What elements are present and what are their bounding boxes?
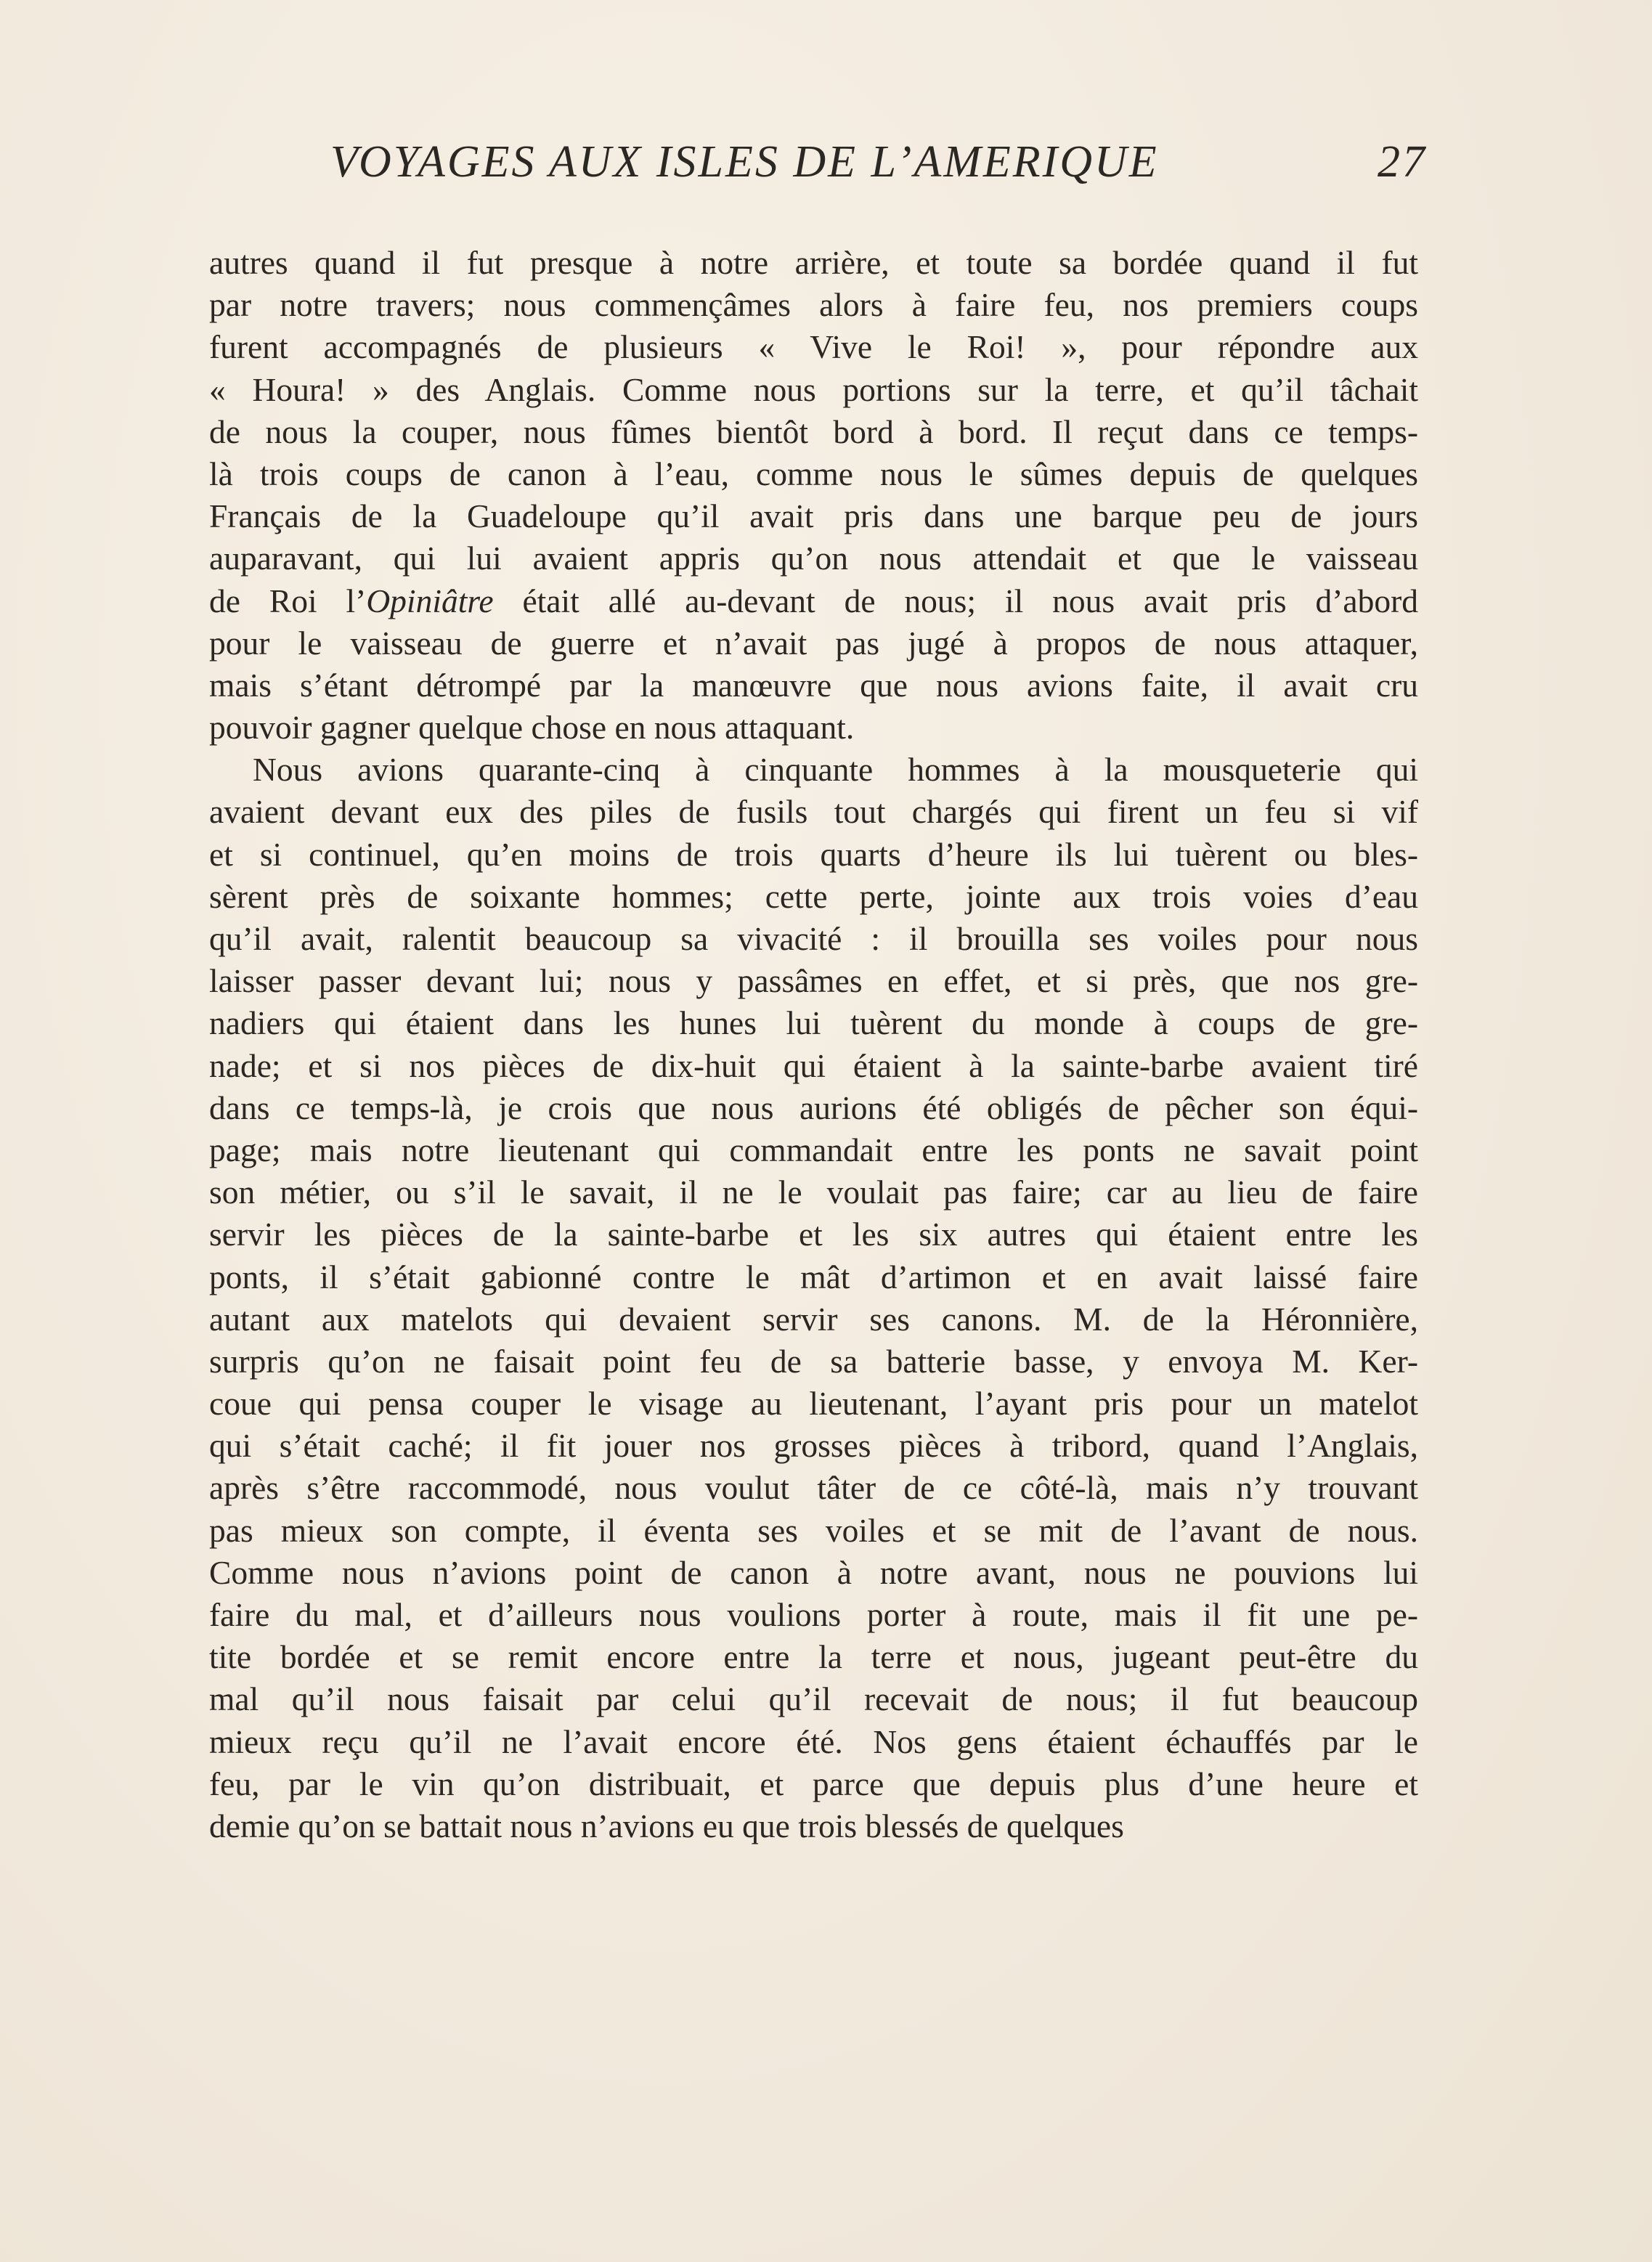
running-head	[330, 137, 1427, 195]
text-line: autres quand il fut presque à notre arrière, et toute sa bordée quand il fut	[209, 244, 1418, 281]
text-line: furent accompagnés de plusieurs « Vive le Roi! », pour répondre aux	[209, 328, 1418, 366]
text-line: tite bordée et se remit encore entre la terre et nous, jugeant peut-être du	[209, 1638, 1418, 1676]
text-line: avaient devant eux des piles de fusils tout chargés qui firent un feu si vif	[209, 793, 1418, 831]
text-line: dans ce temps-là, je crois que nous aurions été obligés de pêcher son équi-	[209, 1089, 1418, 1126]
text-line: coue qui pensa couper le visage au lieutenant, l’ayant pris pour un matelot	[209, 1385, 1418, 1423]
text-line: pas mieux son compte, il éventa ses voiles et se mit de l’avant de nous.	[209, 1511, 1418, 1549]
text-line: faire du mal, et d’ailleurs nous voulions porter à route, mais il fit une pe-	[209, 1596, 1418, 1633]
text-line: qu’il avait, ralentit beaucoup sa vivacité : il brouilla ses voiles pour nous	[209, 920, 1418, 957]
text-line: là trois coups de canon à l’eau, comme nous le sûmes depuis de quelques	[209, 455, 1418, 492]
text-line: Nous avions quarante-cinq à cinquante hommes à la mousqueterie qui	[253, 751, 1418, 789]
text-line: « Houra! » des Anglais. Comme nous portions sur la terre, et qu’il tâchait	[209, 370, 1418, 408]
text-line: mieux reçu qu’il ne l’avait encore été. Nos gens étaient échauffés par le	[209, 1722, 1418, 1760]
page-number: 27	[1378, 137, 1427, 187]
text-line: nadiers qui étaient dans les hunes lui tuèrent du monde à coups de gre-	[209, 1004, 1418, 1042]
text-line: feu, par le vin qu’on distribuait, et parce que depuis plus d’une heure et	[209, 1765, 1418, 1802]
text-line: sèrent près de soixante hommes; cette perte, jointe aux trois voies d’eau	[209, 877, 1418, 915]
text-line: qui s’était caché; il fit jouer nos grosses pièces à tribord, quand l’Anglais,	[209, 1427, 1418, 1465]
text-line: après s’être raccommodé, nous voulut tâter de ce côté-là, mais n’y trouvant	[209, 1469, 1418, 1507]
text-line: Français de la Guadeloupe qu’il avait pris dans une barque peu de jours	[209, 497, 1418, 535]
text-line: demie qu’on se battait nous n’avions eu que trois blessés de quelques	[209, 1807, 1124, 1844]
text-line: ponts, il s’était gabionné contre le mât d’artimon et en avait laissé faire	[209, 1258, 1418, 1295]
text-line: mais s’étant détrompé par la manœuvre que nous avions faite, il avait cru	[209, 666, 1418, 704]
text-line: par notre travers; nous commençâmes alors à faire feu, nos premiers coups	[209, 286, 1418, 324]
text-line: autant aux matelots qui devaient servir ses canons. M. de la Héronnière,	[209, 1300, 1418, 1338]
text-line: mal qu’il nous faisait par celui qu’il recevait de nous; il fut beaucoup	[209, 1680, 1418, 1718]
text-line: de Roi l’Opiniâtre était allé au-devant de nous; il nous avait pris d’abord	[209, 582, 1418, 619]
text-line: auparavant, qui lui avaient appris qu’on nous attendait et que le vaisseau	[209, 540, 1418, 577]
text-line: son métier, ou s’il le savait, il ne le voulait pas faire; car au lieu de faire	[209, 1173, 1418, 1211]
running-head-title: VOYAGES AUX ISLES DE L’AMERIQUE	[330, 137, 1159, 187]
text-line: page; mais notre lieutenant qui commandait entre les ponts ne savait point	[209, 1131, 1418, 1168]
text-line: de nous la couper, nous fûmes bientôt bord à bord. Il reçut dans ce temps-	[209, 412, 1418, 450]
text-line: laisser passer devant lui; nous y passâmes en effet, et si près, que nos gre-	[209, 962, 1418, 1000]
text-line: nade; et si nos pièces de dix-huit qui étaient à la sainte-barbe avaient tiré	[209, 1046, 1418, 1084]
text-line: pouvoir gagner quelque chose en nous attaquant.	[209, 709, 855, 746]
text-line: servir les pièces de la sainte-barbe et les six autres qui étaient entre les	[209, 1216, 1418, 1253]
paragraph	[209, 242, 1418, 749]
text-line: pour le vaisseau de guerre et n’avait pas jugé à propos de nous attaquer,	[209, 624, 1418, 662]
text-line: et si continuel, qu’en moins de trois quarts d’heure ils lui tuèrent ou bles-	[209, 835, 1418, 873]
text-line: Comme nous n’avions point de canon à notre avant, nous ne pouvions lui	[209, 1553, 1418, 1591]
paragraph	[209, 749, 1418, 1847]
body-text	[209, 242, 1418, 1847]
text-line: surpris qu’on ne faisait point feu de sa batterie basse, y envoya M. Ker-	[209, 1342, 1418, 1380]
